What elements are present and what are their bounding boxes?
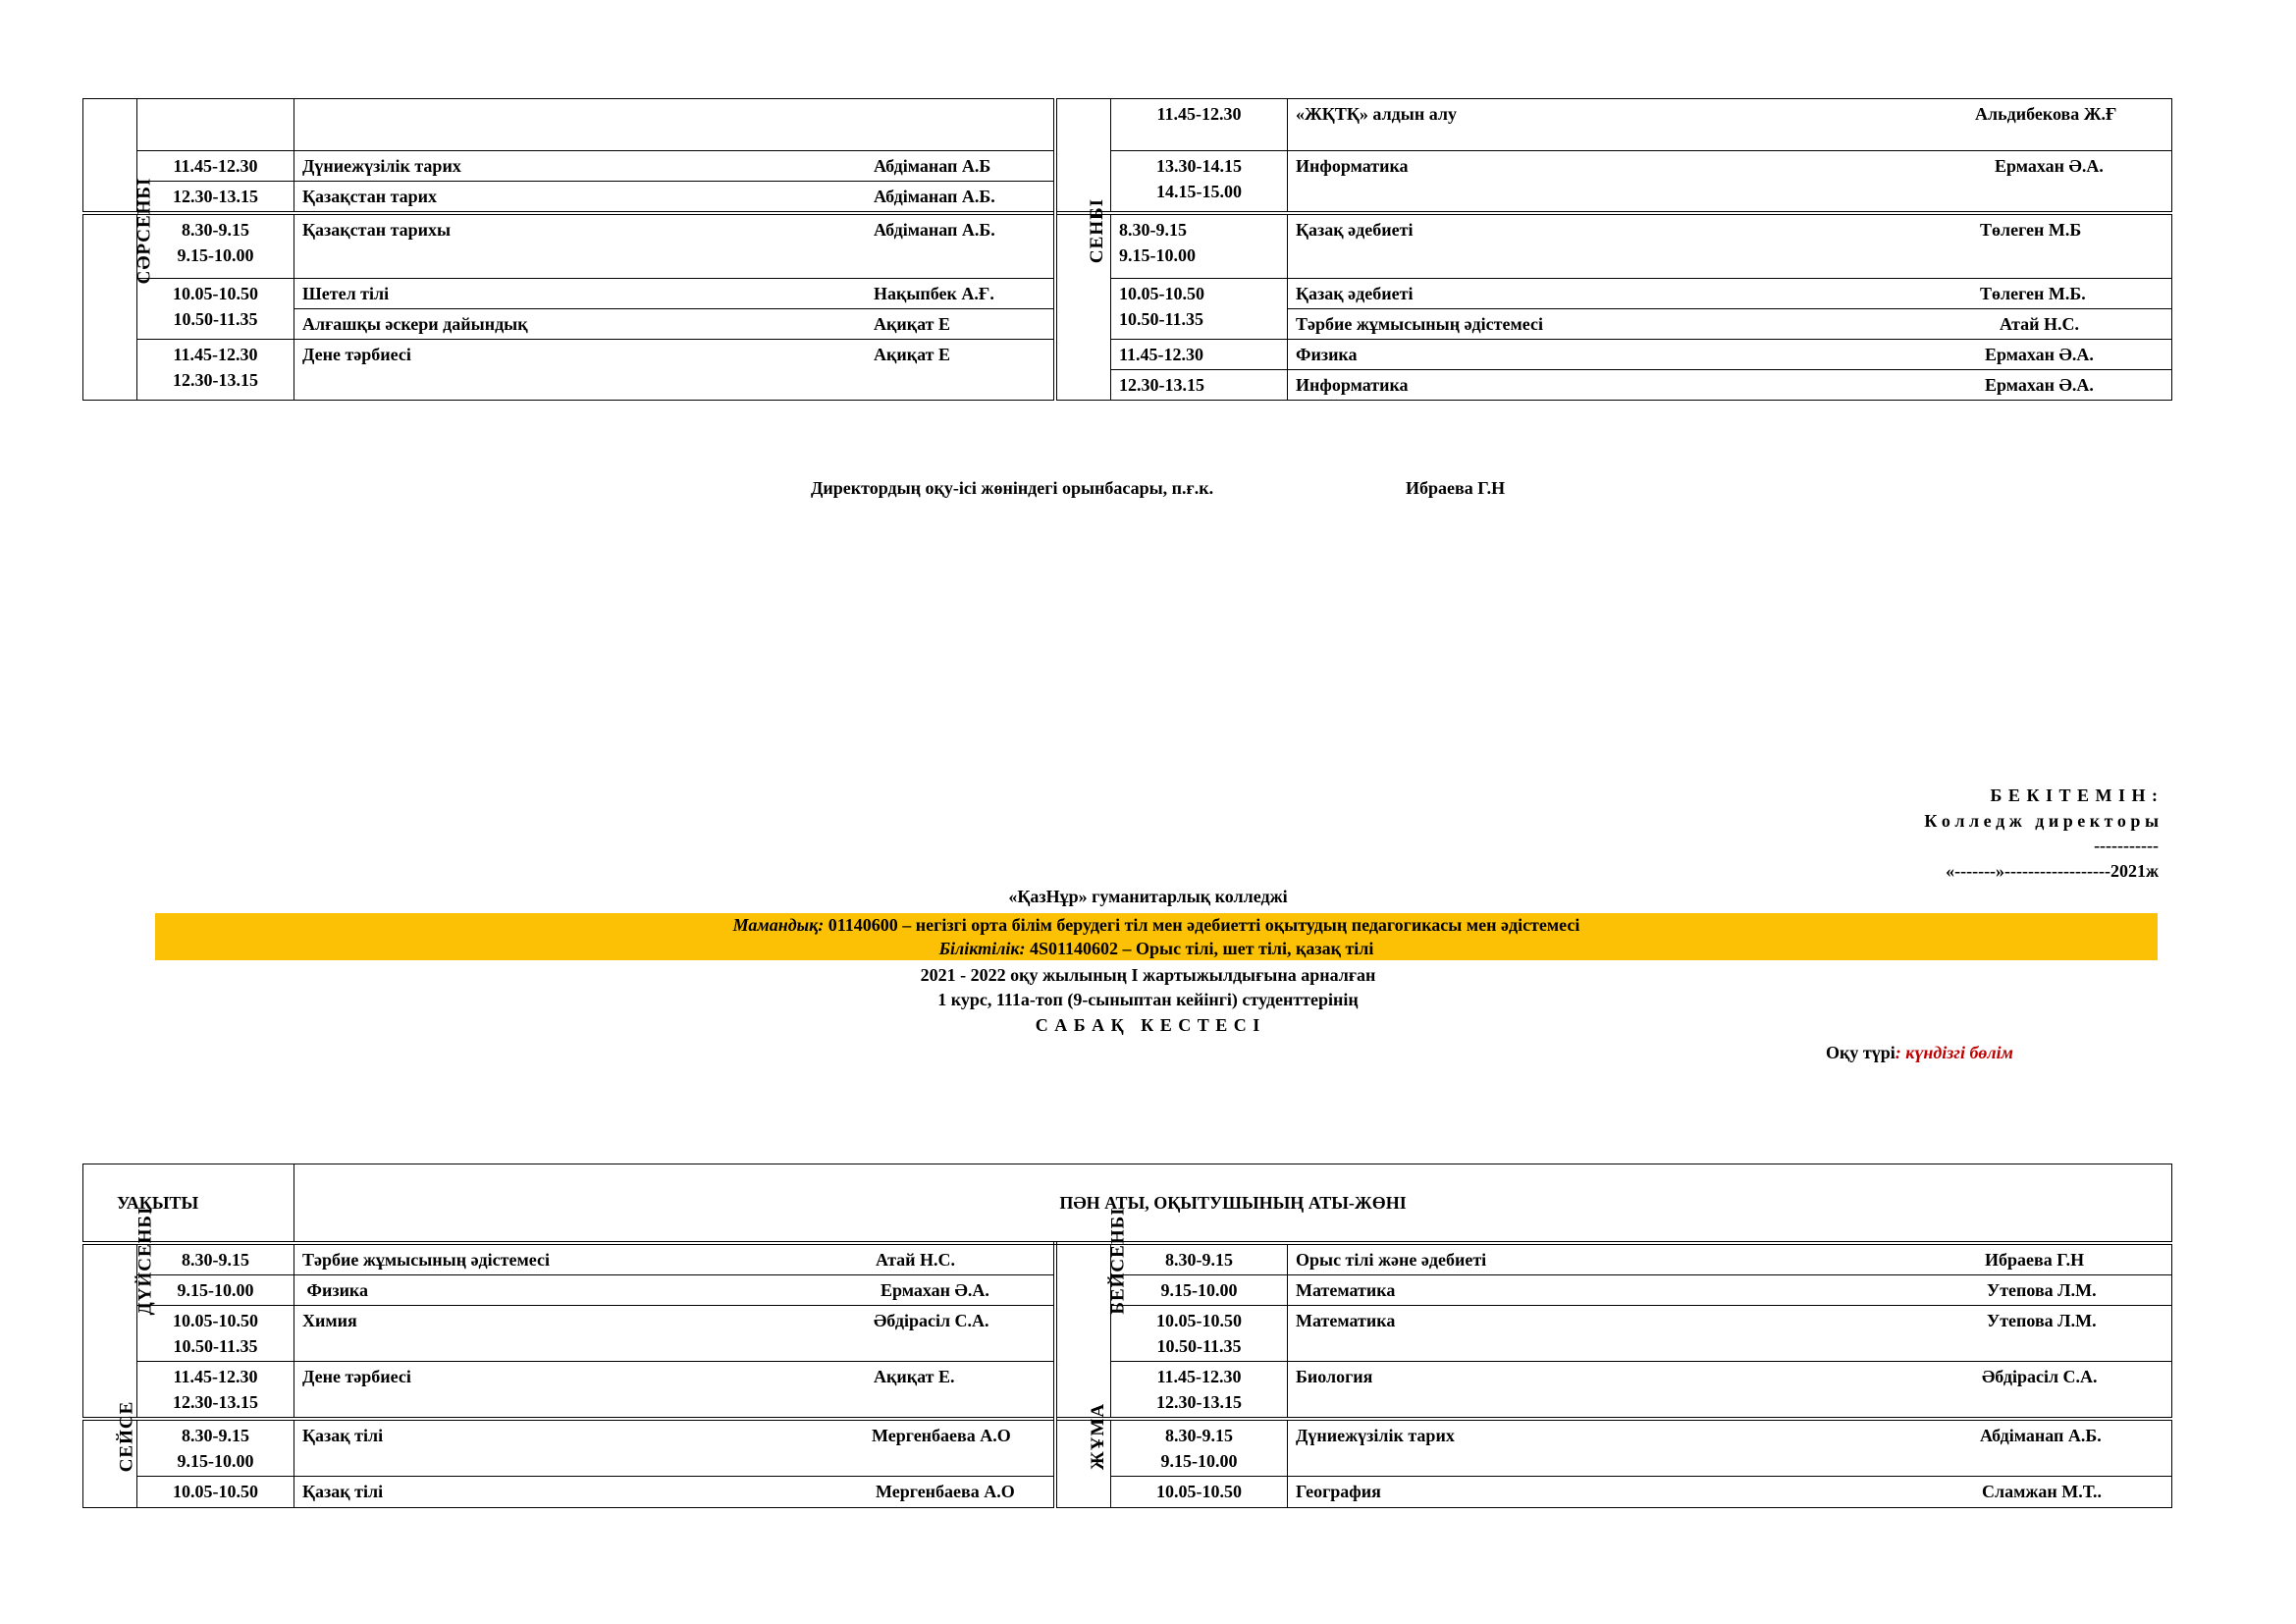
day-label: БЕЙСЕНБІ xyxy=(1107,1206,1129,1315)
teacher-name: Төлеген М.Б xyxy=(1980,220,2082,240)
subject-name: Дене тәрбиесі xyxy=(302,1366,411,1386)
subject-name: Алғашқы әскери дайындық xyxy=(302,313,528,334)
time-cell xyxy=(1111,1305,1288,1361)
time-text: 10.05-10.50 xyxy=(1156,1310,1242,1330)
teacher-name: Утепова Л.М. xyxy=(1987,1310,2097,1330)
subject-name: Қазақ әдебиеті xyxy=(1296,220,1414,240)
day-cell xyxy=(83,99,137,214)
subject-cell xyxy=(1288,369,2172,400)
time-text: 10.05-10.50 xyxy=(173,1481,258,1501)
weekly-schedule-table xyxy=(82,1164,2172,1508)
subject-name: Тәрбие жұмысының әдістемесі xyxy=(302,1249,550,1270)
college-name: «ҚазНұр» гуманитарлық колледжі xyxy=(1008,887,1288,906)
subject-cell xyxy=(1288,1476,2172,1507)
subject-cell xyxy=(1288,339,2172,369)
subject-cell xyxy=(1288,308,2172,339)
day-label: ЖҰМА xyxy=(1087,1402,1108,1470)
time-text: 8.30-9.15 xyxy=(1165,1425,1233,1445)
day-cell xyxy=(1055,99,1111,214)
qualification-band xyxy=(155,937,2158,960)
time-text: 13.30-14.15 xyxy=(1156,156,1242,176)
time-cell xyxy=(1111,213,1288,278)
time-text: 9.15-10.00 xyxy=(1119,245,1196,265)
time-text: 12.30-13.15 xyxy=(1119,374,1204,395)
subject-cell xyxy=(1288,213,2172,278)
subject-name: Информатика xyxy=(1296,156,1409,176)
table-row xyxy=(83,151,2172,182)
subject-name: Тәрбие жұмысының әдістемесі xyxy=(1296,313,1543,334)
time-cell xyxy=(137,278,294,339)
teacher-name: Ибраева Г.Н xyxy=(1985,1249,2085,1270)
teacher-name: Атай Н.С. xyxy=(876,1249,956,1270)
time-text: 8.30-9.15 xyxy=(182,1425,249,1445)
column-header-subject: ПӘН АТЫ, ОҚЫТУШЫНЫҢ АТЫ-ЖӨНІ xyxy=(294,1164,2172,1243)
time-cell xyxy=(137,1419,294,1477)
subject-cell xyxy=(1288,99,2172,151)
subject-name: Қазақ әдебиеті xyxy=(1296,283,1414,303)
teacher-name: Абдіманап А.Б xyxy=(874,156,991,176)
table-row xyxy=(83,1476,2172,1507)
teacher-name: Нақыпбек А.Ғ. xyxy=(874,283,994,303)
teacher-name: Ақиқат Е xyxy=(874,344,950,364)
subject-name: Математика xyxy=(1296,1279,1396,1300)
teacher-name: Ермахан Ә.А. xyxy=(881,1279,989,1300)
subject-name: Физика xyxy=(1296,344,1358,364)
subject-cell xyxy=(1288,1274,2172,1305)
time-text: 11.45-12.30 xyxy=(173,1366,258,1386)
subject-name: Дене тәрбиесі xyxy=(302,344,411,364)
subject-name: Қазақстан тарих xyxy=(302,187,438,206)
time-text: 10.05-10.50 xyxy=(1156,1481,1242,1501)
day-label: СЕЙСЕ xyxy=(116,1400,137,1472)
time-cell xyxy=(137,151,294,182)
teacher-name: Мергенбаева А.О xyxy=(876,1481,1015,1501)
table-row xyxy=(83,99,2172,151)
time-text: 8.30-9.15 xyxy=(182,1249,249,1270)
subject-name: Информатика xyxy=(1296,374,1409,395)
time-cell xyxy=(137,1305,294,1361)
time-text: 12.30-13.15 xyxy=(173,187,258,206)
approval-signature-line: ----------- xyxy=(2094,836,2159,855)
time-text: 12.30-13.15 xyxy=(173,369,258,390)
subject-cell xyxy=(294,151,1055,182)
table-row xyxy=(83,339,2172,369)
subject-name: Дүниежүзілік тарих xyxy=(302,156,461,176)
subject-cell xyxy=(294,213,1055,278)
time-cell xyxy=(137,1476,294,1507)
time-text: 11.45-12.30 xyxy=(1156,104,1242,124)
subject-cell xyxy=(294,1361,1055,1419)
signature-position: Директордың оқу-ісі жөніндегі орынбасары, п.ғ.к. xyxy=(811,478,1214,498)
approval-director: К о л л е д ж д и р е к т о р ы xyxy=(1924,811,2159,831)
subject-name: Орыс тілі және әдебиеті xyxy=(1296,1249,1487,1270)
subject-cell xyxy=(294,1243,1055,1275)
table-row xyxy=(83,1361,2172,1419)
teacher-name: Утепова Л.М. xyxy=(1987,1279,2097,1300)
teacher-name: Абдіманап А.Б. xyxy=(874,220,995,240)
time-text: 9.15-10.00 xyxy=(1160,1450,1238,1471)
time-text: 9.15-10.00 xyxy=(1160,1279,1238,1300)
time-cell xyxy=(1111,1361,1288,1419)
day-cell xyxy=(83,1206,156,1419)
specialty-band xyxy=(155,913,2158,937)
time-text: 12.30-13.15 xyxy=(1156,1391,1242,1412)
teacher-name: Абдіманап А.Б. xyxy=(874,187,995,206)
time-text: 9.15-10.00 xyxy=(177,1279,254,1300)
subject-name: Қазақ тілі xyxy=(302,1481,384,1501)
day-cell xyxy=(1055,1206,1129,1419)
time-text: 11.45-12.30 xyxy=(1119,344,1204,364)
signature-name: Ибраева Г.Н xyxy=(1406,478,1506,498)
academic-year: 2021 - 2022 оқу жылының I жартыжылдығына арналған xyxy=(920,965,1376,985)
time-cell xyxy=(137,213,294,278)
subject-cell xyxy=(294,99,1055,151)
specialty-text: 01140600 – негізгі орта білім берудегі тіл мен әдебиетті оқытудың педагогикасы мен әдістемесі xyxy=(824,915,1580,935)
time-text: 8.30-9.15 xyxy=(1119,220,1187,240)
subject-cell xyxy=(294,1305,1055,1361)
time-cell xyxy=(1111,1419,1288,1477)
teacher-name: Атай Н.С. xyxy=(2000,313,2080,334)
qualification-label: Біліктілік: xyxy=(938,939,1026,958)
time-cell xyxy=(1111,278,1288,339)
teacher-name: Сламжан М.Т.. xyxy=(1982,1481,2102,1501)
column-header-time: УАҚЫТЫ xyxy=(83,1164,294,1243)
day-cell xyxy=(83,1400,137,1508)
table-row xyxy=(83,213,2172,278)
time-text: 12.30-13.15 xyxy=(173,1391,258,1412)
day-cell xyxy=(83,177,155,400)
subject-cell xyxy=(1288,1361,2172,1419)
time-text: 9.15-10.00 xyxy=(177,245,254,265)
time-text: 11.45-12.30 xyxy=(1156,1366,1242,1386)
time-cell xyxy=(1111,1274,1288,1305)
table-row xyxy=(83,1419,2172,1477)
time-text: 10.50-11.35 xyxy=(173,1335,258,1356)
teacher-name: Ермахан Ә.А. xyxy=(1985,344,2094,364)
time-cell xyxy=(1111,1476,1288,1507)
teacher-name: Әбдірасіл С.А. xyxy=(874,1310,989,1330)
day-label: СӘРСЕНБІ xyxy=(133,177,155,285)
subject-name: География xyxy=(1296,1481,1381,1501)
subject-cell xyxy=(294,308,1055,339)
time-text: 10.05-10.50 xyxy=(1119,283,1204,303)
qualification-text: 4S01140602 – Орыс тілі, шет тілі, қазақ тілі xyxy=(1025,939,1374,958)
teacher-name: Ақиқат Е. xyxy=(874,1366,955,1386)
page-title: С А Б А Қ К Е С Т Е С І xyxy=(1035,1015,1261,1035)
table-row xyxy=(83,278,2172,308)
time-cell xyxy=(137,1243,294,1275)
time-text: 14.15-15.00 xyxy=(1156,182,1242,201)
subject-cell xyxy=(1288,151,2172,214)
time-cell xyxy=(1111,151,1288,214)
subject-cell xyxy=(294,1274,1055,1305)
time-text: 11.45-12.30 xyxy=(173,344,258,364)
subject-cell xyxy=(294,278,1055,308)
subject-name: Дүниежүзілік тарих xyxy=(1296,1425,1455,1445)
time-text: 10.50-11.35 xyxy=(173,308,258,329)
teacher-name: Абдіманап А.Б. xyxy=(1980,1425,2102,1445)
table-row xyxy=(83,1243,2172,1275)
time-text: 8.30-9.15 xyxy=(1165,1249,1233,1270)
approval-title: Б Е К І Т Е М І Н : xyxy=(1990,785,2159,805)
day-label: ДҮЙСЕНБІ xyxy=(134,1206,156,1315)
subject-name: Қазақстан тарихы xyxy=(302,220,452,240)
study-form-label: Оқу түрі xyxy=(1826,1043,1896,1062)
time-text: 9.15-10.00 xyxy=(177,1450,254,1471)
subject-cell xyxy=(1288,1305,2172,1361)
teacher-name: Ермахан Ә.А. xyxy=(1985,374,2094,395)
time-cell xyxy=(137,99,294,151)
day-cell xyxy=(1055,1402,1111,1508)
time-cell xyxy=(1111,99,1288,151)
subject-cell xyxy=(1288,278,2172,308)
time-cell xyxy=(137,339,294,400)
subject-name: Шетел тілі xyxy=(302,283,390,303)
study-form-value: : күндізгі бөлім xyxy=(1895,1043,2013,1062)
top-schedule-table xyxy=(82,98,2172,401)
subject-name: «ЖҚТҚ» алдын алу xyxy=(1296,104,1457,124)
time-text: 10.05-10.50 xyxy=(173,1310,258,1330)
subject-cell xyxy=(294,339,1055,400)
time-cell xyxy=(1111,369,1288,400)
day-cell xyxy=(1055,197,1111,400)
subject-name: Химия xyxy=(302,1310,357,1330)
subject-cell xyxy=(294,1476,1055,1507)
study-form xyxy=(1826,1043,2013,1063)
time-cell xyxy=(137,1274,294,1305)
time-text: 11.45-12.30 xyxy=(173,156,258,176)
teacher-name: Ақиқат Е xyxy=(874,313,950,334)
subject-name: Математика xyxy=(1296,1310,1396,1330)
group-line: 1 курс, 111а-топ (9-сыныптан кейінгі) студенттерінің xyxy=(937,990,1359,1009)
teacher-name: Альдибекова Ж.Ғ xyxy=(1975,104,2117,124)
approval-date-line: «-------»------------------2021ж xyxy=(1946,861,2159,881)
teacher-name: Мергенбаева А.О xyxy=(872,1425,1011,1445)
teacher-name: Әбдірасіл С.А. xyxy=(1982,1366,2098,1386)
teacher-name: Ермахан Ә.А. xyxy=(1995,156,2104,176)
time-text: 8.30-9.15 xyxy=(182,220,249,240)
time-cell xyxy=(1111,1243,1288,1275)
subject-name: Биология xyxy=(1296,1366,1373,1386)
specialty-label: Мамандық: xyxy=(732,915,825,935)
time-cell xyxy=(1111,339,1288,369)
subject-name: Физика xyxy=(302,1279,369,1300)
time-text: 10.50-11.35 xyxy=(1119,308,1204,329)
time-cell xyxy=(137,1361,294,1419)
subject-cell xyxy=(294,182,1055,214)
teacher-name: Төлеген М.Б. xyxy=(1980,283,2086,303)
day-label: СЕНБІ xyxy=(1086,197,1107,264)
time-text: 10.05-10.50 xyxy=(173,283,258,303)
subject-name: Қазақ тілі xyxy=(302,1425,384,1445)
subject-cell xyxy=(1288,1419,2172,1477)
subject-cell xyxy=(1288,1243,2172,1275)
subject-cell xyxy=(294,1419,1055,1477)
time-cell xyxy=(137,182,294,214)
time-text: 10.50-11.35 xyxy=(1156,1335,1242,1356)
